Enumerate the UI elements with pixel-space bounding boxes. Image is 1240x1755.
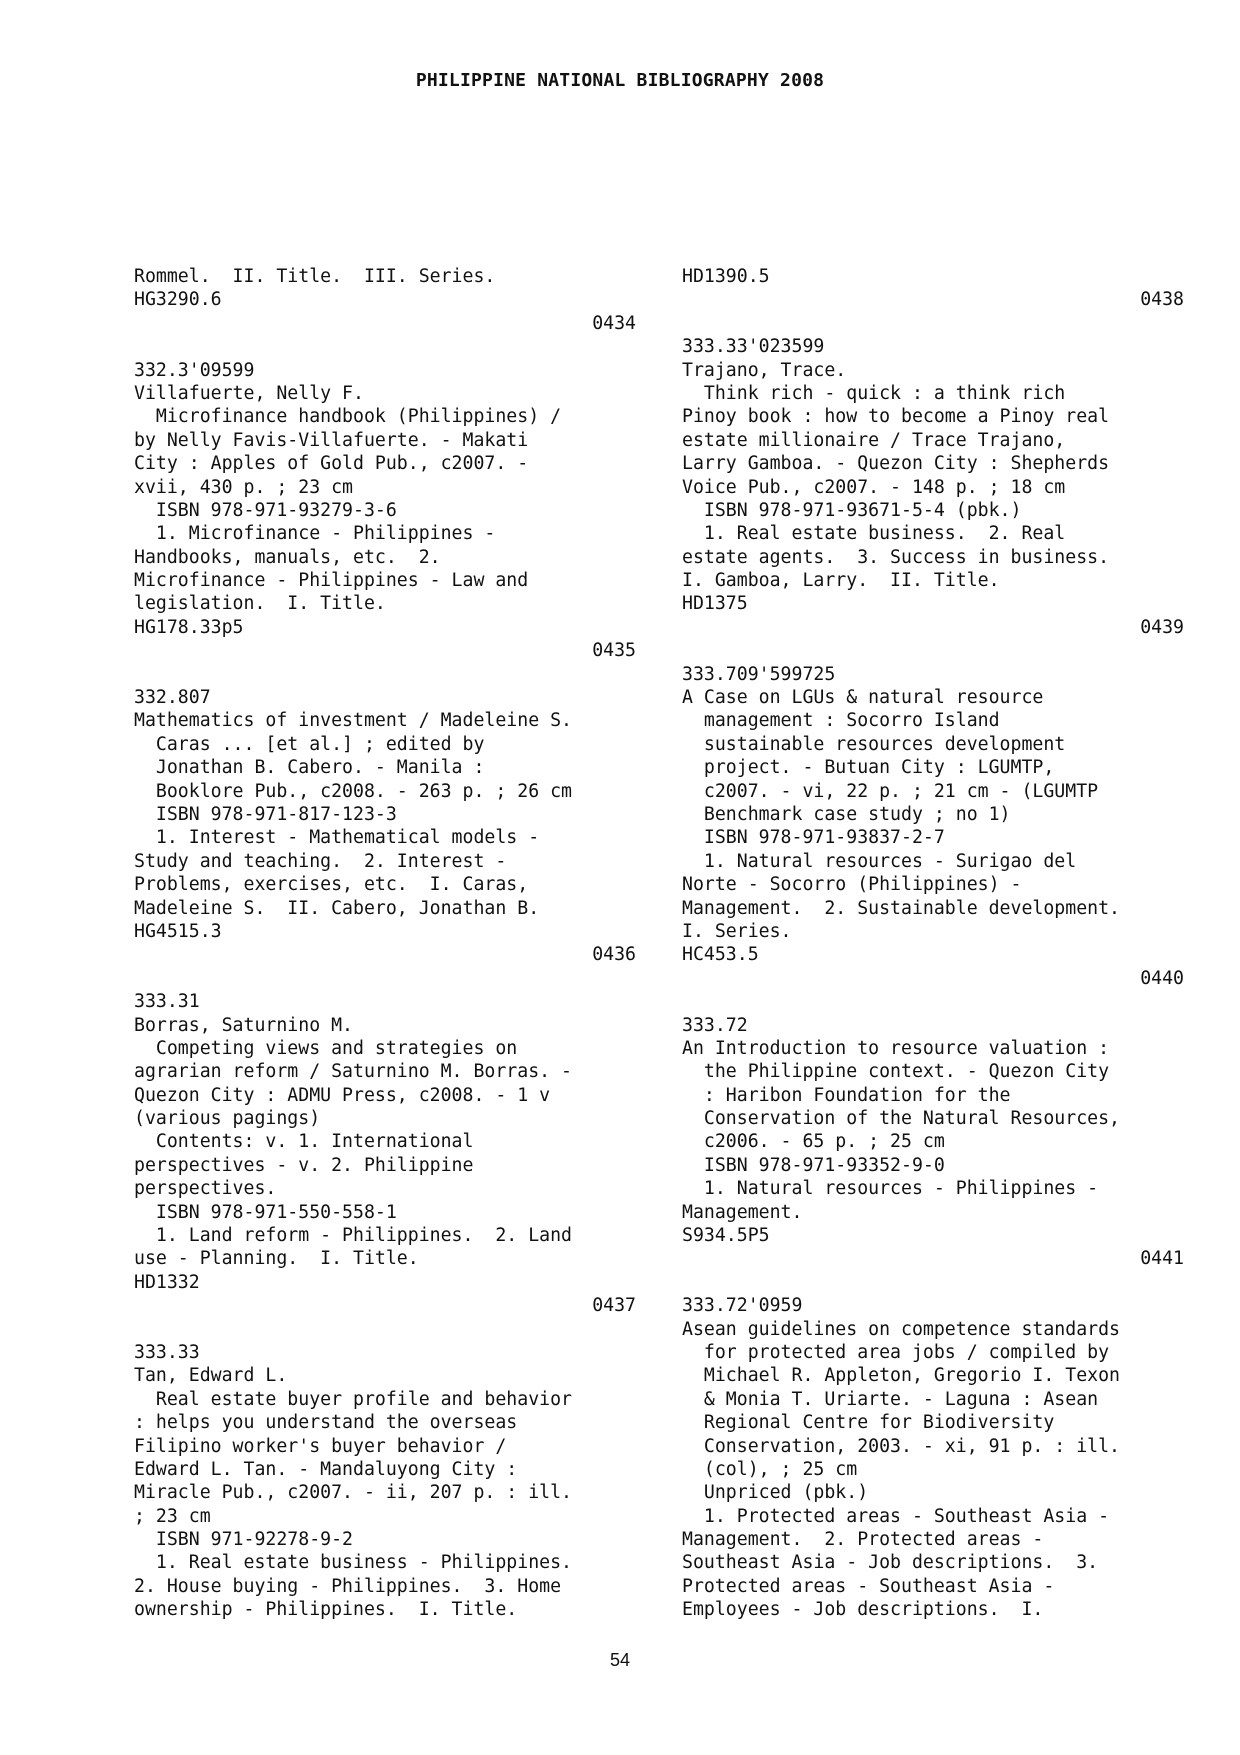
- bibliography-line: Rommel. II. Title. III. Series.: [134, 266, 496, 287]
- bibliography-line: Jonathan B. Cabero. - Manila :: [134, 757, 485, 779]
- bibliography-line: S934.5P5: [682, 1225, 770, 1247]
- bibliography-line: 333.33'023599: [682, 336, 825, 358]
- bibliography-line: Conservation of the Natural Resources,: [682, 1108, 1120, 1130]
- page-number: 54: [609, 1650, 631, 1670]
- bibliography-line: ISBN 978-971-93837-2-7: [682, 827, 945, 849]
- bibliography-line: [682, 1271, 1184, 1294]
- bibliography-line: Madeleine S. II. Cabero, Jonathan B.: [134, 897, 540, 919]
- bibliography-line: ISBN 978-971-817-123-3: [134, 803, 397, 825]
- bibliography-line: ISBN 978-971-550-558-1: [134, 1201, 397, 1223]
- bibliography-line: I. Gamboa, Larry. II. Title.: [682, 570, 1000, 592]
- bibliography-line: Tan, Edward L.: [134, 1365, 288, 1387]
- bibliography-line: Handbooks, manuals, etc. 2.: [134, 546, 441, 568]
- bibliography-line: estate millionaire / Trace Trajano,: [682, 429, 1066, 451]
- bibliography-line: Voice Pub., c2007. - 148 p. ; 18 cm: [682, 476, 1066, 498]
- bibliography-line: [134, 335, 636, 358]
- bibliography-line: ISBN 978-971-93671-5-4 (pbk.): [682, 499, 1022, 521]
- bibliography-line: HD1375: [682, 593, 748, 615]
- bibliography-line: [682, 990, 1184, 1013]
- bibliography-line: [682, 312, 1184, 335]
- entry-number: 0436: [592, 944, 636, 966]
- bibliography-line: An Introduction to resource valuation :: [682, 1037, 1110, 1059]
- bibliography-line: : Haribon Foundation for the: [682, 1084, 1011, 1106]
- bibliography-line: Michael R. Appleton, Gregorio I. Texon: [682, 1365, 1120, 1387]
- bibliography-line: Trajano, Trace.: [682, 359, 847, 381]
- bibliography-line: HG178.33p5: [134, 616, 244, 638]
- entry-number: 0438: [1140, 289, 1184, 311]
- bibliography-line: ; 23 cm: [134, 1505, 211, 1527]
- bibliography-line: 1. Real estate business - Philippines.: [134, 1552, 572, 1574]
- entry-number: 0434: [592, 312, 636, 334]
- bibliography-line: HD1390.5: [682, 266, 770, 287]
- bibliography-line: Contents: v. 1. International: [134, 1131, 474, 1153]
- bibliography-line: Management.: [682, 1201, 803, 1223]
- bibliography-line: (various pagings): [134, 1108, 321, 1130]
- bibliography-line: use - Planning. I. Title.: [134, 1248, 419, 1270]
- bibliography-line: Asean guidelines on competence standards: [682, 1318, 1120, 1340]
- bibliography-line: Quezon City : ADMU Press, c2008. - 1 v: [134, 1084, 551, 1106]
- bibliography-line: 1. Protected areas - Southeast Asia -: [682, 1505, 1110, 1527]
- bibliography-line: 333.72'0959: [682, 1295, 803, 1317]
- bibliography-line: Competing views and strategies on: [134, 1037, 518, 1059]
- bibliography-line: Think rich - quick : a think rich: [682, 382, 1066, 404]
- bibliography-line: Problems, exercises, etc. I. Caras,: [134, 874, 529, 896]
- bibliography-line: by Nelly Favis-Villafuerte. - Makati: [134, 429, 529, 451]
- bibliography-line: Microfinance - Philippines - Law and: [134, 570, 529, 592]
- bibliography-line: ISBN 978-971-93352-9-0: [682, 1154, 945, 1176]
- bibliography-line: 332.3'09599: [134, 359, 255, 381]
- bibliography-line: c2007. - vi, 22 p. ; 21 cm - (LGUMTP: [682, 780, 1099, 802]
- entry-number: 0441: [1140, 1248, 1184, 1270]
- entry-number: 0440: [1140, 967, 1184, 989]
- bibliography-line: 333.33: [134, 1341, 200, 1363]
- bibliography-line: Borras, Saturnino M.: [134, 1014, 353, 1036]
- bibliography-line: 333.31: [134, 991, 200, 1013]
- bibliography-line: 333.709'599725: [682, 663, 836, 685]
- bibliography-line: [134, 967, 636, 990]
- bibliography-line: I. Series.: [682, 920, 792, 942]
- bibliography-line: management : Socorro Island: [682, 710, 1000, 732]
- bibliography-line: HG4515.3: [134, 920, 222, 942]
- bibliography-line: Norte - Socorro (Philippines) -: [682, 874, 1022, 896]
- bibliography-line: 1. Natural resources - Philippines -: [682, 1178, 1099, 1200]
- bibliography-line: Employees - Job descriptions. I.: [682, 1599, 1044, 1621]
- bibliography-line: HD1332: [134, 1271, 200, 1293]
- bibliography-line: [682, 639, 1184, 662]
- bibliography-line: agrarian reform / Saturnino M. Borras. -: [134, 1061, 572, 1083]
- bibliography-line: 1. Natural resources - Surigao del: [682, 850, 1077, 872]
- bibliography-line: sustainable resources development: [682, 733, 1066, 755]
- right-column: [682, 265, 1184, 1622]
- bibliography-line: project. - Butuan City : LGUMTP,: [682, 757, 1055, 779]
- bibliography-line: Study and teaching. 2. Interest -: [134, 850, 507, 872]
- bibliography-line: 333.72: [682, 1014, 748, 1036]
- page-header-title: PHILIPPINE NATIONAL BIBLIOGRAPHY 2008: [415, 70, 825, 91]
- bibliography-line: Mathematics of investment / Madeleine S.: [134, 710, 572, 732]
- bibliography-line: Southeast Asia - Job descriptions. 3.: [682, 1552, 1099, 1574]
- bibliography-line: (col), ; 25 cm: [682, 1458, 858, 1480]
- bibliography-line: ISBN 971-92278-9-2: [134, 1529, 353, 1551]
- left-column: [134, 265, 636, 1622]
- bibliography-line: estate agents. 3. Success in business.: [682, 546, 1110, 568]
- bibliography-line: c2006. - 65 p. ; 25 cm: [682, 1131, 945, 1153]
- bibliography-line: Benchmark case study ; no 1): [682, 803, 1011, 825]
- bibliography-line: Miracle Pub., c2007. - ii, 207 p. : ill.: [134, 1482, 572, 1504]
- bibliography-line: ownership - Philippines. I. Title.: [134, 1599, 518, 1621]
- bibliography-line: Protected areas - Southeast Asia -: [682, 1575, 1055, 1597]
- bibliography-line: Management. 2. Protected areas -: [682, 1529, 1044, 1551]
- entry-number: 0439: [1140, 616, 1184, 638]
- entry-number: 0435: [592, 640, 636, 662]
- bibliography-line: legislation. I. Title.: [134, 593, 386, 615]
- bibliography-line: 332.807: [134, 687, 211, 709]
- bibliography-line: ISBN 978-971-93279-3-6: [134, 499, 397, 521]
- bibliography-line: Management. 2. Sustainable development.: [682, 897, 1120, 919]
- bibliography-line: perspectives.: [134, 1178, 277, 1200]
- bibliography-line: [134, 1318, 636, 1341]
- bibliography-line: HC453.5: [682, 944, 759, 966]
- bibliography-line: A Case on LGUs & natural resource: [682, 687, 1044, 709]
- bibliography-line: xvii, 430 p. ; 23 cm: [134, 476, 353, 498]
- bibliography-line: Edward L. Tan. - Mandaluyong City :: [134, 1458, 518, 1480]
- bibliography-line: 1. Land reform - Philippines. 2. Land: [134, 1225, 572, 1247]
- bibliography-line: Conservation, 2003. - xi, 91 p. : ill.: [682, 1435, 1120, 1457]
- bibliography-line: Filipino worker's buyer behavior /: [134, 1435, 507, 1457]
- bibliography-line: perspectives - v. 2. Philippine: [134, 1154, 474, 1176]
- bibliography-line: Real estate buyer profile and behavior: [134, 1388, 572, 1410]
- bibliography-line: Unpriced (pbk.): [682, 1482, 869, 1504]
- bibliography-line: Booklore Pub., c2008. - 263 p. ; 26 cm: [134, 780, 572, 802]
- bibliography-line: City : Apples of Gold Pub., c2007. -: [134, 453, 529, 475]
- bibliography-line: 2. House buying - Philippines. 3. Home: [134, 1575, 562, 1597]
- bibliography-line: Microfinance handbook (Philippines) /: [134, 406, 562, 428]
- bibliography-line: Caras ... [et al.] ; edited by: [134, 733, 485, 755]
- bibliography-line: 1. Microfinance - Philippines -: [134, 523, 496, 545]
- bibliography-line: Villafuerte, Nelly F.: [134, 382, 364, 404]
- bibliography-line: Larry Gamboa. - Quezon City : Shepherds: [682, 453, 1110, 475]
- bibliography-line: for protected area jobs / compiled by: [682, 1341, 1110, 1363]
- bibliography-line: 1. Interest - Mathematical models -: [134, 827, 540, 849]
- bibliography-line: Pinoy book : how to become a Pinoy real: [682, 406, 1110, 428]
- bibliography-line: [134, 663, 636, 686]
- bibliography-line: : helps you understand the overseas: [134, 1412, 518, 1434]
- bibliography-line: HG3290.6: [134, 289, 222, 311]
- bibliography-line: the Philippine context. - Quezon City: [682, 1061, 1110, 1083]
- entry-number: 0437: [592, 1295, 636, 1317]
- bibliography-line: 1. Real estate business. 2. Real: [682, 523, 1066, 545]
- bibliography-line: Regional Centre for Biodiversity: [682, 1412, 1055, 1434]
- bibliography-line: & Monia T. Uriarte. - Laguna : Asean: [682, 1388, 1099, 1410]
